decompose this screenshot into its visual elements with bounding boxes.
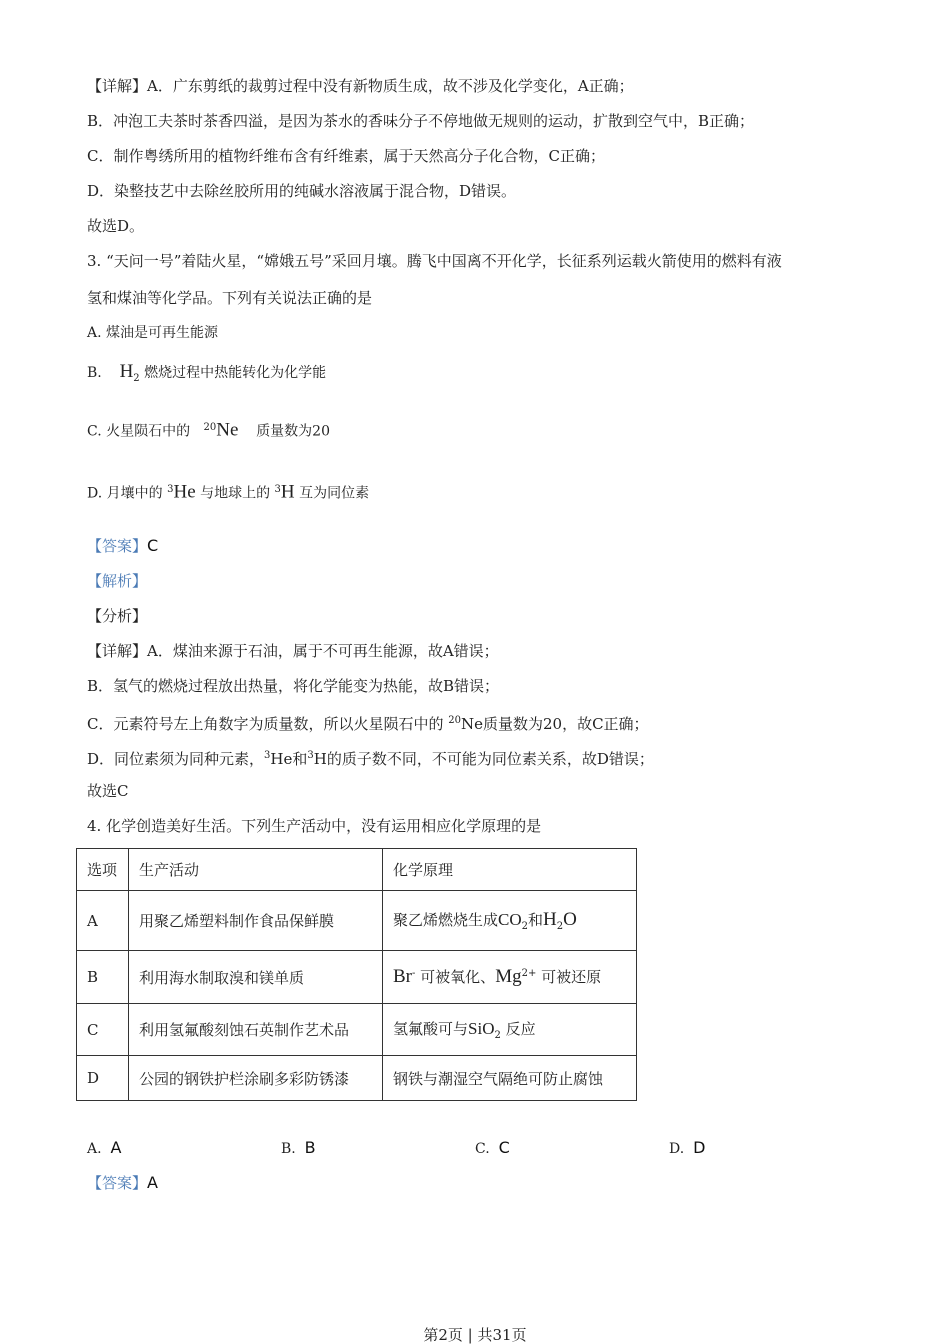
text: 可被氧化、 (420, 968, 496, 986)
sup: - (412, 968, 416, 979)
explain-line: 【详解】A．广东剪纸的裁剪过程中没有新物质生成，故不涉及化学变化，A正确； (87, 77, 634, 95)
cell (383, 1004, 637, 1056)
table-header (77, 849, 637, 891)
q4-option-d (669, 1138, 705, 1159)
formula: H (543, 909, 557, 930)
formula: H (280, 481, 295, 503)
explain-line (87, 711, 649, 734)
text: 质量数为20 (256, 423, 331, 440)
value: B (304, 1138, 316, 1157)
sub: 2 (133, 372, 140, 384)
text: 和 (528, 911, 544, 929)
cell: 钢铁与潮湿空气隔绝可防止腐蚀 (383, 1056, 637, 1101)
sub: 2 (494, 1030, 501, 1041)
value: D (693, 1138, 706, 1157)
q3-stem: 氢和煤油等化学品。下列有关说法正确的是 (87, 289, 373, 307)
answer-tag: 【答案】 (87, 537, 148, 555)
cell: D (77, 1056, 129, 1101)
cell (383, 951, 637, 1004)
answer-tag: 【答案】 (87, 1174, 148, 1192)
formula: He (173, 481, 196, 503)
value: A (110, 1138, 122, 1157)
q3-option-d (87, 480, 369, 504)
sup: 3 (274, 484, 281, 495)
formula: Br (393, 966, 412, 987)
table-row (77, 891, 637, 951)
formula: H (119, 361, 134, 382)
sup: 20 (448, 715, 461, 726)
q3-stem: 3. “天问一号”着陆火星，“嫦娥五号”采回月壤。腾飞中国离不开化学，长征系列运载火箭使用的燃料有液 (87, 252, 782, 270)
label: C. 火星陨石中的 (87, 423, 191, 440)
sup: 3 (307, 750, 314, 761)
sub: 2 (521, 921, 529, 932)
cell: 利用氢氟酸刻蚀石英制作艺术品 (129, 1004, 383, 1056)
text: Ne质量数为20，故C正确； (460, 715, 649, 733)
sup: 2+ (521, 968, 537, 979)
formula: CO (498, 910, 522, 929)
explain-line: D．染整技艺中去除丝胶所用的纯碱水溶液属于混合物，D错误。 (87, 182, 517, 200)
value: C (498, 1138, 510, 1157)
label: C. (475, 1141, 490, 1157)
text: 氢氟酸可与 (393, 1020, 469, 1038)
text: He和 (270, 750, 308, 768)
cell: 利用海水制取溴和镁单质 (129, 951, 383, 1004)
table-row (77, 1004, 637, 1056)
answer-value: C (147, 536, 159, 555)
formula: SiO (468, 1019, 495, 1038)
sub: 2 (556, 921, 564, 932)
header-cell: 生产活动 (129, 849, 383, 891)
q4-option-b (281, 1138, 316, 1159)
formula: Mg (495, 966, 522, 987)
label: D. (669, 1141, 685, 1157)
cell: B (77, 951, 129, 1004)
choose-line: 故选C (87, 782, 129, 800)
explain-line: 【详解】A．煤油来源于石油，属于不可再生能源，故A错误； (87, 642, 499, 660)
label: B. (87, 365, 102, 381)
explain-line: B．氢气的燃烧过程放出热量，将化学能变为热能，故B错误； (87, 677, 500, 695)
q4-answer (87, 1173, 158, 1193)
text: C．元素符号左上角数字为质量数，所以火星陨石中的 (87, 715, 449, 733)
explain-line: B．冲泡工夫茶时茶香四溢，是因为茶水的香味分子不停地做无规则的运动，扩散到空气中，B正确； (87, 112, 755, 130)
cell: 公园的钢铁护栏涂刷多彩防锈漆 (129, 1056, 383, 1101)
text: D．同位素须为同种元素， (87, 750, 265, 768)
cell: 用聚乙烯塑料制作食品保鲜膜 (129, 891, 383, 951)
sup: 3 (264, 750, 271, 761)
table-row (77, 951, 637, 1004)
analysis-tag: 【解析】 (87, 572, 148, 590)
explain-line: C．制作粤绣所用的植物纤维布含有纤维素，属于天然高分子化合物，C正确； (87, 147, 605, 165)
header-cell: 化学原理 (383, 849, 637, 891)
cell (383, 891, 637, 951)
text: 互为同位素 (299, 485, 370, 502)
text: H的质子数不同，不可能为同位素关系，故D错误； (313, 750, 654, 768)
text: 与地球上的 (200, 485, 271, 502)
cell: C (77, 1004, 129, 1056)
explain-line: 故选D。 (87, 217, 145, 235)
answer-value: A (147, 1173, 158, 1192)
q4-table (76, 848, 637, 1101)
text: 燃烧过程中热能转化为化学能 (144, 365, 327, 381)
q4-option-a (87, 1138, 121, 1159)
table-row (77, 1056, 637, 1101)
sup: 3 (167, 484, 174, 495)
q3-option-a: A. 煤油是可再生能源 (87, 325, 219, 341)
q4-option-c (475, 1138, 510, 1159)
q3-option-b (87, 362, 326, 389)
q3-option-c (87, 418, 330, 442)
explain-line (87, 746, 654, 769)
q3-answer (87, 536, 158, 556)
page-footer: 第2页 | 共31页 (423, 1326, 527, 1344)
label: B. (281, 1141, 296, 1157)
formula: Ne (216, 419, 239, 441)
fenxi-tag: 【分析】 (87, 607, 148, 625)
label: A. (87, 1141, 102, 1157)
text: 聚乙烯燃烧生成 (393, 911, 499, 929)
sup: 20 (203, 422, 217, 433)
header-cell: 选项 (77, 849, 129, 891)
cell: A (77, 891, 129, 951)
formula: O (563, 909, 577, 930)
text: 反应 (505, 1020, 536, 1038)
q4-stem: 4. 化学创造美好生活。下列生产活动中，没有运用相应化学原理的是 (87, 817, 542, 835)
label: D. 月壤中的 (87, 485, 163, 502)
text: 可被还原 (541, 968, 602, 986)
